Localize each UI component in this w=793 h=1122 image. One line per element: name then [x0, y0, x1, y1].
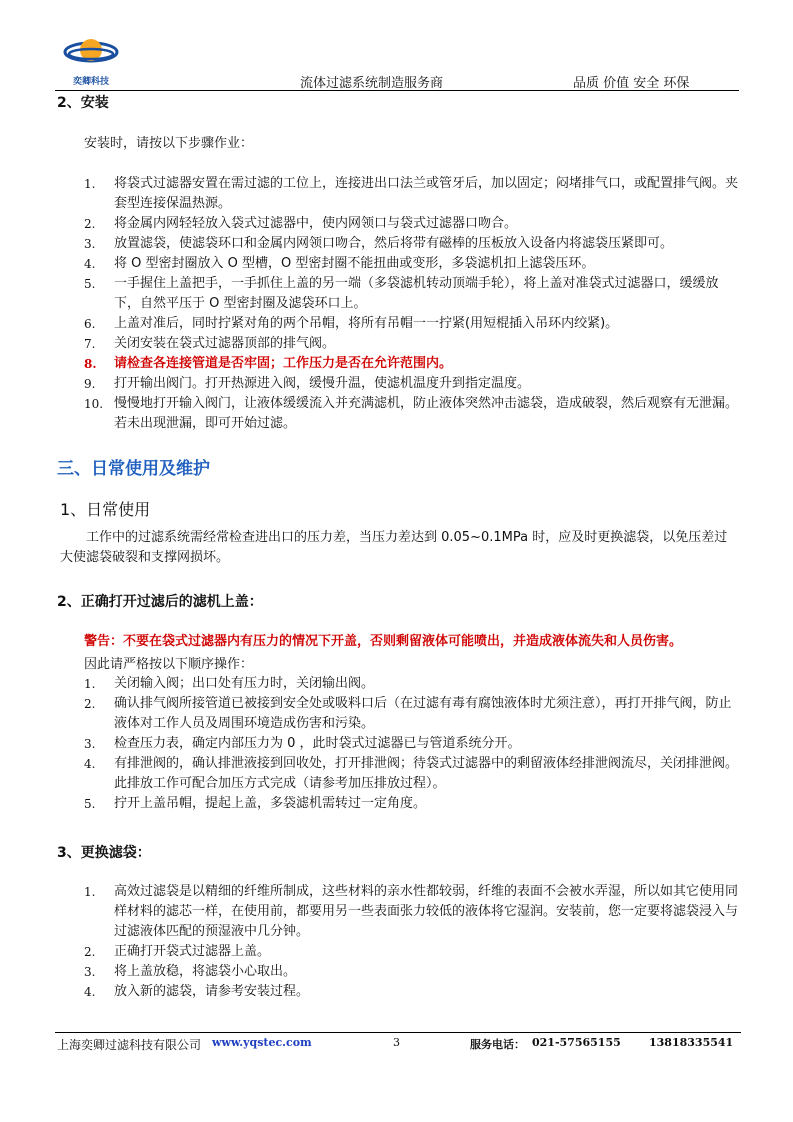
- install-intro: 安装时，请按以下步骤作业：: [84, 136, 254, 151]
- list-item: [84, 694, 744, 734]
- list-number: 1.: [84, 177, 96, 191]
- replace-bag-title: 3、更换滤袋：: [57, 845, 151, 861]
- list-number: 8.: [84, 357, 97, 371]
- daily-use-title: 1、日常使用: [60, 500, 151, 519]
- list-text: 慢慢地打开输入阀门，让液体缓缓流入并充满滤机，防止液体突然冲击滤袋，造成破裂，然后观察有无泄漏。若未出现泄漏，即可开始过滤。: [114, 396, 739, 431]
- list-item: [84, 734, 744, 754]
- list-item: [84, 674, 744, 694]
- logo-text: 奕卿科技: [72, 77, 109, 87]
- section-daily-title: 三、日常使用及维护: [57, 459, 210, 479]
- list-number: 2.: [84, 217, 96, 231]
- daily-use-paragraph: 工作中的过滤系统需经常检查进出口的压力差，当压力差达到 0.05~0.1MPa 时，应及时更换滤袋，以免压差过大使滤袋破裂和支撑网损坏。: [60, 530, 728, 565]
- list-text: 一手握住上盖把手，一手抓住上盖的另一端（多袋滤机转动顶端手轮），将上盖对准袋式过滤器口，缓缓放下，自然平压于 O 型密封圈及滤袋环口上。: [114, 276, 719, 311]
- list-text: 打开输出阀门。打开热源进入阀，缓慢升温，使滤机温度升到指定温度。: [114, 376, 531, 391]
- list-number: 10.: [84, 397, 104, 411]
- list-number: 3.: [84, 237, 96, 251]
- section-install-title: 2、安装: [57, 95, 109, 111]
- list-text: 放入新的滤袋，请参考安装过程。: [114, 984, 310, 999]
- list-item: [84, 274, 744, 314]
- list-item: [84, 214, 744, 234]
- header-tagline: 流体过滤系统制造服务商: [300, 76, 444, 91]
- list-number: 4.: [84, 985, 96, 999]
- list-item: [84, 754, 744, 794]
- logo-emblem-icon: [62, 34, 120, 74]
- footer-mobile: 13818335541: [649, 1036, 734, 1049]
- list-item: [84, 794, 744, 814]
- list-text: 放置滤袋，使滤袋环口和金属内网领口吻合，然后将带有磁棒的压板放入设备内将滤袋压紧即可。: [114, 236, 674, 251]
- warning-text: 警告：不要在袋式过滤器内有压力的情况下开盖，否则剩留液体可能喷出，并造成液体流失和人员伤害。: [84, 634, 683, 649]
- list-text: 确认排气阀所接管道已被接到安全处或吸料口后（在过滤有毒有腐蚀液体时尤须注意），再打开排气阀，防止液体对工作人员及周围环境造成伤害和污染。: [114, 696, 732, 731]
- open-lid-title: 2、正确打开过滤后的滤机上盖：: [57, 594, 263, 610]
- list-item: [84, 374, 744, 394]
- list-text: 拧开上盖吊帽，提起上盖，多袋滤机需转过一定角度。: [114, 796, 427, 811]
- footer-website-link[interactable]: www.yqstec.com: [212, 1036, 312, 1049]
- list-number: 6.: [84, 317, 96, 331]
- list-number: 5.: [84, 277, 96, 291]
- list-text: 关闭安装在袋式过滤器顶部的排气阀。: [114, 336, 336, 351]
- list-item: [84, 942, 744, 962]
- header-slogan: 品质 价值 安全 环保: [573, 76, 690, 91]
- list-text: 将金属内网轻轻放入袋式过滤器中，使内网领口与袋式过滤器口吻合。: [114, 216, 518, 231]
- list-item: [84, 982, 744, 1002]
- list-item: [84, 234, 744, 254]
- footer-divider: [55, 1032, 741, 1033]
- footer-company-name: 上海奕卿过滤科技有限公司: [57, 1038, 202, 1052]
- order-intro: 因此请严格按以下顺序操作：: [84, 657, 254, 672]
- list-text: 将袋式过滤器安置在需过滤的工位上，连接进出口法兰或管牙后，加以固定；闷堵排气口，或配置排气阀。夹套型连接保温热源。: [114, 176, 739, 211]
- header-divider: [55, 90, 739, 91]
- page-number: 3: [393, 1036, 400, 1049]
- list-text: 关闭输入阀；出口处有压力时，关闭输出阀。: [114, 676, 375, 691]
- footer-phone: 021-57565155: [532, 1036, 621, 1049]
- list-item: [84, 882, 744, 942]
- list-item: [84, 314, 744, 334]
- list-number: 1.: [84, 885, 96, 899]
- list-number: 9.: [84, 377, 96, 391]
- open-lid-steps-list: [84, 674, 744, 814]
- list-item: [84, 334, 744, 354]
- list-item: [84, 354, 744, 374]
- list-item: [84, 394, 744, 434]
- list-text: 将上盖放稳，将滤袋小心取出。: [114, 964, 297, 979]
- list-item: [84, 962, 744, 982]
- list-number: 4.: [84, 757, 96, 771]
- replace-bag-steps-list: [84, 882, 744, 1002]
- footer-phone-label: 服务电话：: [470, 1038, 525, 1051]
- list-text: 高效过滤袋是以精细的纤维所制成，这些材料的亲水性都较弱，纤维的表面不会被水弄湿，所以如其它使用同样材料的滤芯一样，在使用前，都要用另一些表面张力较低的液体将它湿润。安装前，您一定要将滤袋浸入与过滤液体匹配的预湿液中几分钟。: [114, 884, 739, 939]
- list-number: 7.: [84, 337, 96, 351]
- list-text: 有排泄阀的，确认排泄液接到回收处，打开排泄阀；待袋式过滤器中的剩留液体经排泄阀流尽，关闭排泄阀。此排放工作可配合加压方式完成（请参考加压排放过程）。: [114, 756, 739, 791]
- list-text-warning: 请检查各连接管道是否牢固；工作压力是否在允许范围内。: [114, 356, 453, 371]
- list-text: 将 O 型密封圈放入 O 型槽，O 型密封圈不能扭曲或变形，多袋滤机扣上滤袋压环。: [114, 256, 595, 271]
- list-number: 4.: [84, 257, 96, 271]
- list-item: [84, 254, 744, 274]
- list-text: 上盖对准后，同时拧紧对角的两个吊帽，将所有吊帽一一拧紧(用短棍插入吊环内绞紧)。: [114, 316, 619, 331]
- list-number: 3.: [84, 965, 96, 979]
- list-number: 2.: [84, 945, 96, 959]
- list-number: 2.: [84, 697, 96, 711]
- list-number: 3.: [84, 737, 96, 751]
- list-number: 1.: [84, 677, 96, 691]
- list-text: 检查压力表，确定内部压力为 0 ，此时袋式过滤器已与管道系统分开。: [114, 736, 521, 751]
- list-text: 正确打开袋式过滤器上盖。: [114, 944, 271, 959]
- install-steps-list: [84, 174, 744, 434]
- list-item: [84, 174, 744, 214]
- list-number: 5.: [84, 797, 96, 811]
